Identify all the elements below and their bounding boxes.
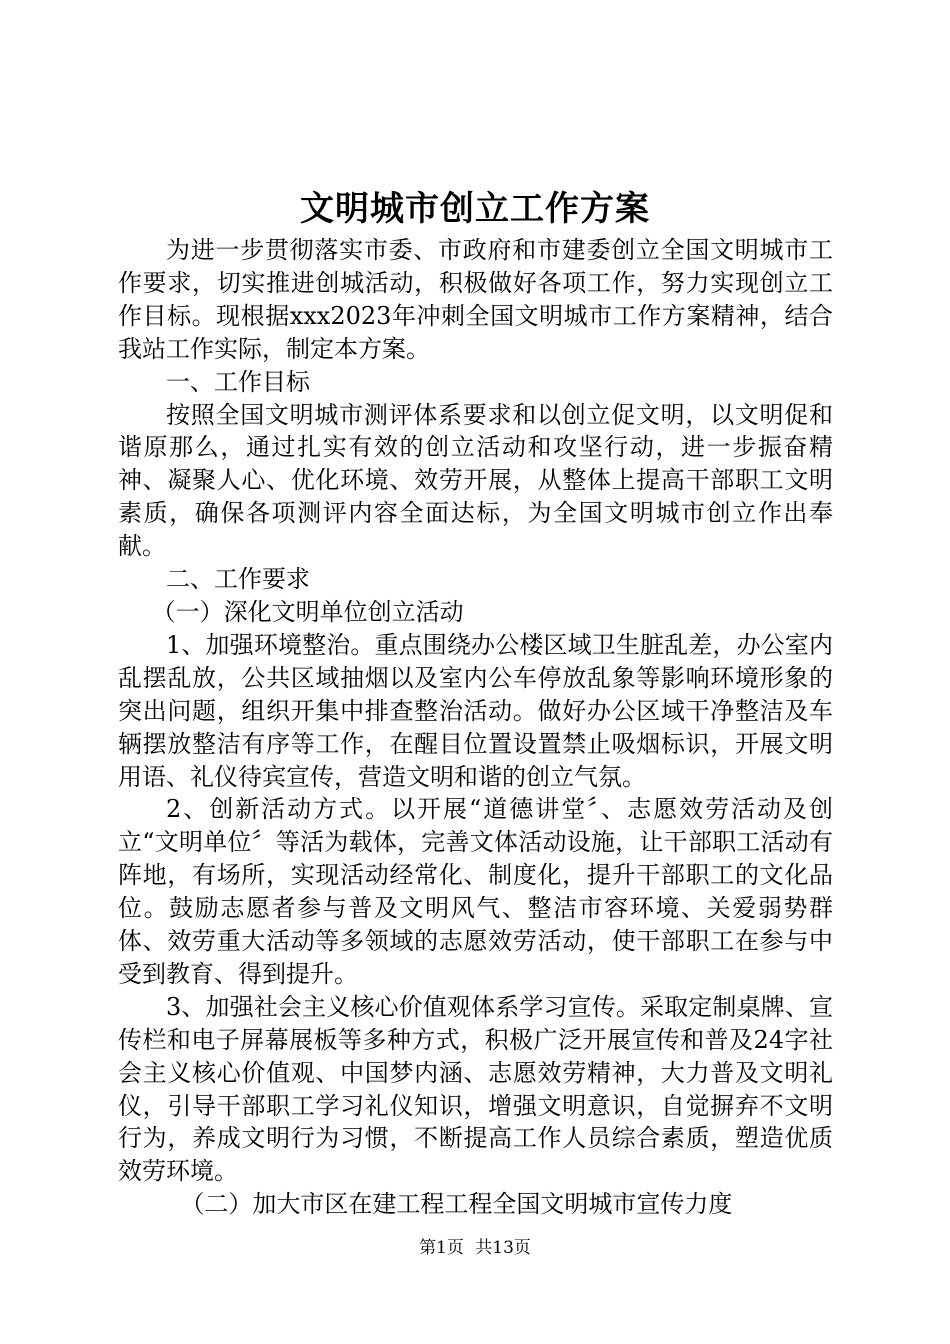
document-body bbox=[118, 234, 833, 1221]
intro-paragraph: 为进一步贯彻落实市委、市政府和市建委创立全国文明城市工作要求，切实推进创城活动，积极做好各项工作，努力实现创立工作目标。现根据xxx2023年冲刺全国文明城市工作方案精神，结合我站工作实际，制定本方案。 bbox=[118, 236, 833, 363]
item-paragraph-3: 3、加强社会主义核心价值观体系学习宣传。采取定制桌牌、宣传栏和电子屏幕展板等多种方式，积极广泛开展宣传和普及24字社会主义核心价值观、中国梦内涵、志愿效劳精神，大力普及文明礼仪，引导干部职工学习礼仪知识，增强文明意识，自觉摒弃不文明行为，养成文明行为习惯，不断提高工作人员综合素质，塑造优质效劳环境。 bbox=[118, 992, 833, 1186]
document-title: 文明城市创立工作方案 bbox=[300, 189, 650, 229]
item-paragraph-2: 2、创新活动方式。以开展“道德讲堂〞、志愿效劳活动及创立“文明单位〞等活为载体，完善文体活动设施，让干部职工活动有阵地，有场所，实现活动经常化、制度化，提升干部职工的文化品位。鼓励志愿者参与普及文明风气、整洁市容环境、关爱弱势群体、效劳重大活动等多领域的志愿效劳活动，使干部职工在参与中受到教育、得到提升。 bbox=[118, 795, 833, 988]
section-heading-requirements: 二、工作要求 bbox=[166, 565, 310, 594]
page-footer bbox=[0, 1236, 950, 1260]
page-total: 共13页 bbox=[475, 1238, 531, 1258]
section-heading-goals: 一、工作目标 bbox=[166, 367, 310, 396]
goals-paragraph: 按照全国文明城市测评体系要求和以创立促文明，以文明促和谐原那么，通过扎实有效的创立活动和攻坚行动，进一步振奋精神、凝聚人心、优化环境、效劳开展，从整体上提高干部职工文明素质，确保各项测评内容全面达标，为全国文明城市创立作出奉献。 bbox=[118, 400, 833, 561]
subsection-heading-2: （二）加大市区在建工程工程全国文明城市宣传力度 bbox=[180, 1190, 733, 1219]
item-paragraph-1: 1、加强环境整治。重点围绕办公楼区域卫生脏乱差，办公室内乱摆乱放，公共区域抽烟以及室内公车停放乱象等影响环境形象的突出问题，组织开集中排查整治活动。做好办公区域干净整洁及车辆摆放整洁有序等工作，在醒目位置设置禁止吸烟标识，开展文明用语、礼仪待宾宣传，营造文明和谐的创立气氛。 bbox=[118, 630, 833, 791]
subsection-heading-1: （一）深化文明单位创立活动 bbox=[151, 597, 464, 626]
page-number: 第1页 bbox=[419, 1238, 464, 1258]
